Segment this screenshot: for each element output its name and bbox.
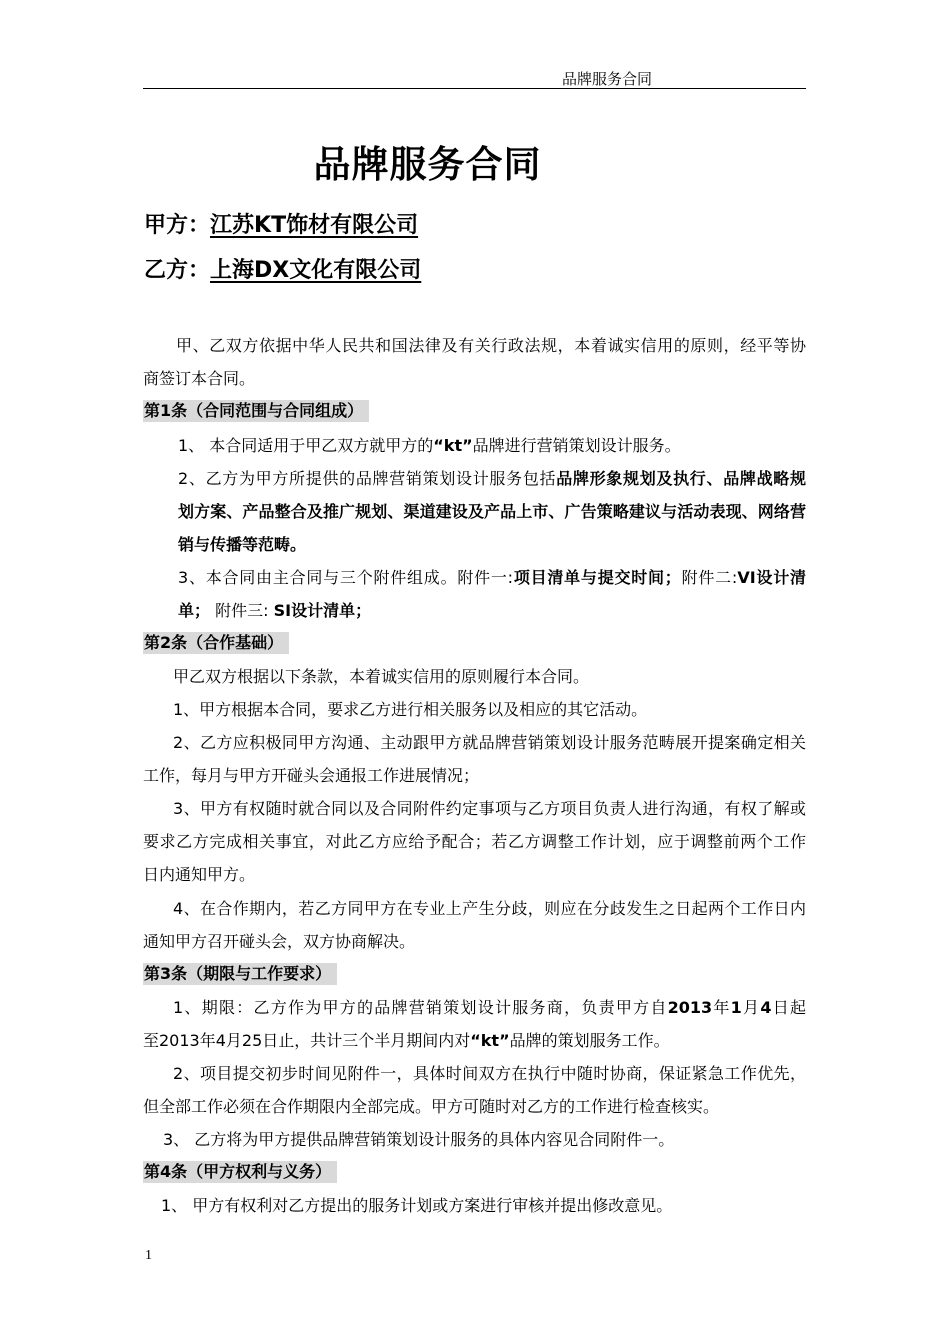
art3-clause-3: 3、 乙方将为甲方提供品牌营销策划设计服务的具体内容见合同附件一。 bbox=[163, 1130, 675, 1149]
party-a-line bbox=[144, 208, 418, 239]
art4-clause-1: 1、 甲方有权利对乙方提出的服务计划或方案进行审核并提出修改意见。 bbox=[161, 1196, 673, 1215]
art2-clause-1: 1、甲方根据本合同，要求乙方进行相关服务以及相应的其它活动。 bbox=[173, 700, 648, 719]
art2-clause-4-line-1: 4、在合作期内，若乙方同甲方在专业上产生分歧，则应在分歧发生之日起两个工作日内 bbox=[173, 899, 806, 918]
art3-clause-2-line-1: 2、项目提交初步时间见附件一，具体时间双方在执行中随时协商，保证紧急工作优先， bbox=[173, 1064, 806, 1083]
art1-clause-2-line-2: 划方案、产品整合及推广规划、渠道建设及产品上市、广告策略建议与活动表现、网络营 bbox=[178, 502, 806, 521]
article-1-heading: 第1条（合同范围与合同组成） bbox=[143, 400, 369, 422]
article-4-heading: 第4条（甲方权利与义务） bbox=[143, 1161, 337, 1183]
art2-clause-3-line-3: 日内通知甲方。 bbox=[143, 865, 256, 884]
intro-line-1: 甲、乙双方依据中华人民共和国法律及有关行政法规，本着诚实信用的原则，经平等协 bbox=[176, 336, 806, 355]
art1-clause-1: 1、 本合同适用于甲乙双方就甲方的“kt”品牌进行营销策划设计服务。 bbox=[178, 436, 681, 455]
article-3-heading: 第3条（期限与工作要求） bbox=[143, 963, 337, 985]
art2-clause-2-line-2: 工作，每月与甲方开碰头会通报工作进展情况； bbox=[143, 766, 480, 785]
art1-clause-2-line-3: 销与传播等范畴。 bbox=[178, 535, 307, 554]
party-b-name: 上海DX文化有限公司 bbox=[210, 258, 422, 283]
document-title: 品牌服务合同 bbox=[313, 143, 542, 186]
art2-clause-4-line-2: 通知甲方召开碰头会，双方协商解决。 bbox=[143, 932, 416, 951]
art1-clause-3-line-1: 3、本合同由主合同与三个附件组成。附件一:项目清单与提交时间；附件二:VI设计清 bbox=[178, 568, 806, 587]
art1-clause-3-line-2: 单； 附件三: SI设计清单； bbox=[178, 601, 372, 620]
art1-clause-2-line-1: 2、乙方为甲方所提供的品牌营销策划设计服务包括品牌形象规划及执行、品牌战略规 bbox=[178, 469, 806, 488]
party-a-label: 甲方： bbox=[144, 213, 211, 238]
art3-clause-1-line-1: 1、期限：乙方作为甲方的品牌营销策划设计服务商，负责甲方自2013年1月4日起 bbox=[173, 998, 806, 1017]
header-rule bbox=[143, 88, 806, 89]
art3-clause-1-line-2: 至2013年4月25日止，共计三个半月期间内对“kt”品牌的策划服务工作。 bbox=[143, 1031, 670, 1050]
party-b-label: 乙方： bbox=[144, 258, 211, 283]
art2-clause-3-line-2: 要求乙方完成相关事宜，对此乙方应给予配合；若乙方调整工作计划，应于调整前两个工作 bbox=[143, 832, 806, 851]
page-number: 1 bbox=[145, 1248, 152, 1263]
article-2-heading: 第2条（合作基础） bbox=[143, 632, 289, 654]
art3-clause-2-line-2: 但全部工作必须在合作期限内全部完成。甲方可随时对乙方的工作进行检查核实。 bbox=[143, 1097, 720, 1116]
party-b-line bbox=[144, 253, 421, 284]
art2-preamble: 甲乙双方根据以下条款，本着诚实信用的原则履行本合同。 bbox=[173, 667, 590, 686]
intro-line-2: 商签订本合同。 bbox=[143, 369, 256, 388]
art2-clause-2-line-1: 2、乙方应积极同甲方沟通、主动跟甲方就品牌营销策划设计服务范畴展开提案确定相关 bbox=[173, 733, 806, 752]
art2-clause-3-line-1: 3、甲方有权随时就合同以及合同附件约定事项与乙方项目负责人进行沟通，有权了解或 bbox=[173, 799, 806, 818]
party-a-name: 江苏KT饰材有限公司 bbox=[210, 213, 419, 238]
running-header: 品牌服务合同 bbox=[562, 70, 653, 88]
